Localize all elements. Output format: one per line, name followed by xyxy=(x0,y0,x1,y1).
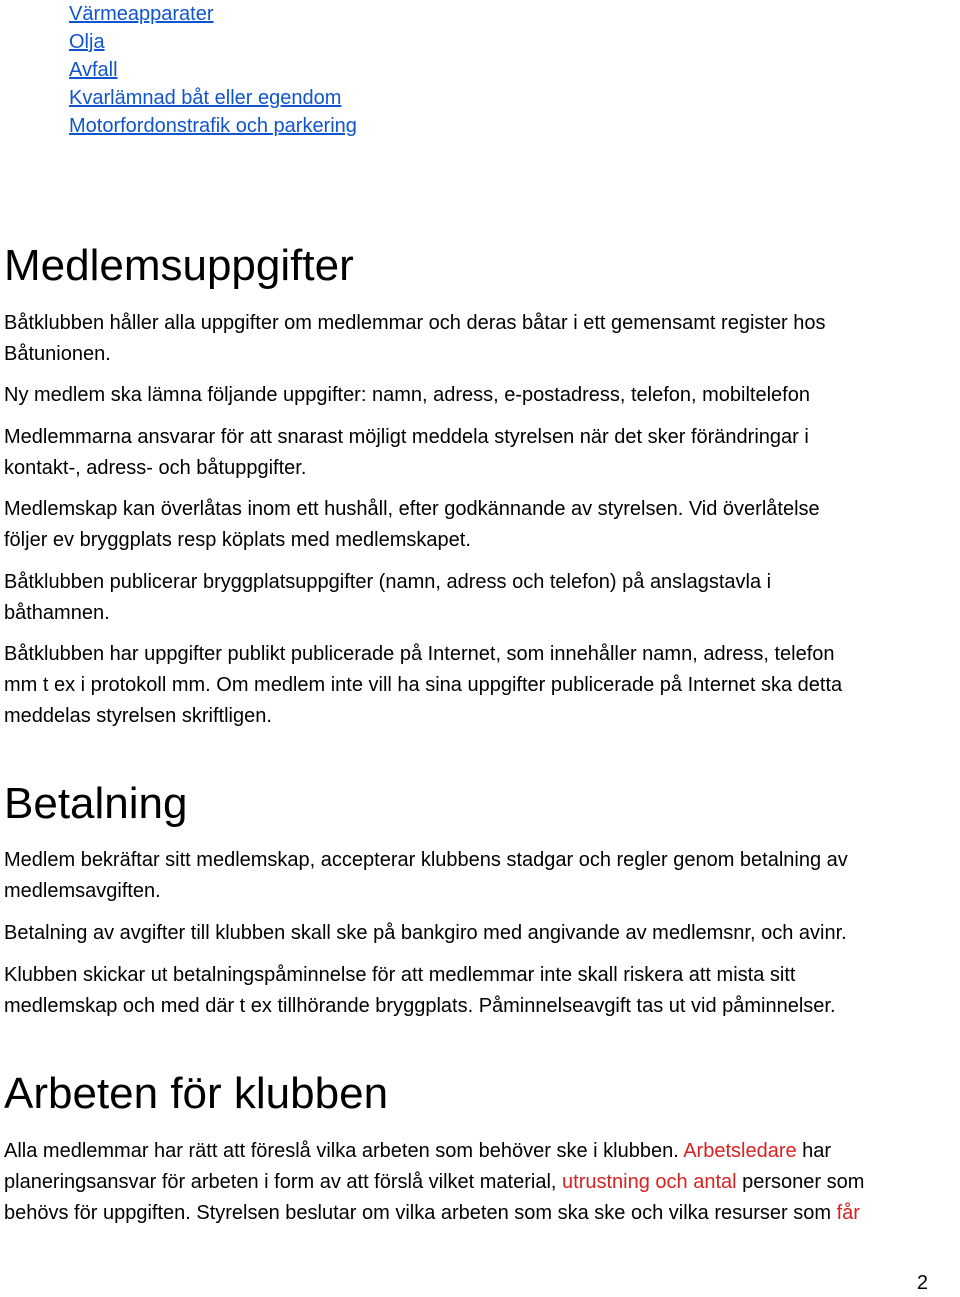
text-line: Ny medlem ska lämna följande uppgifter: namn, adress, e-postadress, telefon, mobiltelefon xyxy=(4,384,810,406)
link-olja[interactable]: Olja xyxy=(69,31,105,53)
text-line: Båtklubben publicerar bryggplatsuppgifter (namn, adress och telefon) på anslagstavla i xyxy=(4,571,772,593)
text-line xyxy=(4,1167,960,1198)
paragraph-register xyxy=(4,308,960,370)
text-line: följer ev bryggplats resp köplats med medlemskapet. xyxy=(4,529,471,551)
paragraph-medlemsavgift xyxy=(4,845,960,907)
text-line: Båtklubben håller alla uppgifter om medlemmar och deras båtar i ett gemensamt register hos xyxy=(4,312,826,334)
text-line: Klubben skickar ut betalningspåminnelse för att medlemmar inte skall riskera att mista sitt xyxy=(4,964,796,986)
highlighted-text: Arbetsledare xyxy=(683,1140,797,1162)
text-line: Medlem bekräftar sitt medlemskap, accepterar klubbens stadgar och regler genom betalning av xyxy=(4,849,848,871)
text-line: medlemsavgiften. xyxy=(4,880,161,902)
text-line: mm t ex i protokoll mm. Om medlem inte vill ha sina uppgifter publicerade på Internet ska detta xyxy=(4,674,843,696)
text-segment: personer som xyxy=(736,1171,865,1193)
text-segment: Alla medlemmar har rätt att föreslå vilka arbeten som behöver ske i klubben. xyxy=(4,1140,684,1162)
link-varmeapparater[interactable]: Värmeapparater xyxy=(69,3,214,25)
heading-arbeten: Arbeten för klubben xyxy=(4,1069,389,1118)
paragraph-internet xyxy=(4,639,960,732)
paragraph-arbeten xyxy=(4,1136,960,1229)
text-segment: har xyxy=(796,1140,832,1162)
paragraph-bankgiro xyxy=(4,918,960,949)
link-avfall[interactable]: Avfall xyxy=(69,59,118,81)
link-kvarlamnad-bat[interactable]: Kvarlämnad båt eller egendom xyxy=(69,87,342,109)
heading-betalning: Betalning xyxy=(4,779,188,828)
page-number: 2 xyxy=(916,1272,928,1294)
text-line: medlemskap och med där t ex tillhörande bryggplats. Påminnelseavgift tas ut vid påminnelser. xyxy=(4,995,836,1017)
paragraph-ny-medlem xyxy=(4,380,960,411)
text-line: meddelas styrelsen skriftligen. xyxy=(4,705,272,727)
paragraph-overlatelse xyxy=(4,494,960,556)
text-segment: behövs för uppgiften. Styrelsen beslutar om vilka arbeten som ska ske och vilka resurser som xyxy=(4,1202,837,1224)
paragraph-anslagstavla xyxy=(4,567,960,629)
paragraph-ansvar xyxy=(4,422,960,484)
text-line: Betalning av avgifter till klubben skall ske på bankgiro med angivande av medlemsnr, och avinr. xyxy=(4,922,847,944)
text-line: Båtklubben har uppgifter publikt publicerade på Internet, som innehåller namn, adress, telefon xyxy=(4,643,835,665)
text-line xyxy=(4,1136,960,1167)
highlighted-text: får xyxy=(836,1202,860,1224)
text-segment: planeringsansvar för arbeten i form av att förslå vilket material, xyxy=(4,1171,563,1193)
link-motorfordonstrafik[interactable]: Motorfordonstrafik och parkering xyxy=(69,115,357,137)
text-line: Medlemmarna ansvarar för att snarast möjligt meddela styrelsen när det sker förändringar i xyxy=(4,426,809,448)
heading-medlemsuppgifter: Medlemsuppgifter xyxy=(4,241,354,290)
paragraph-paminnelse xyxy=(4,960,960,1022)
text-line xyxy=(4,1198,960,1229)
text-line: Medlemskap kan överlåtas inom ett hushåll, efter godkännande av styrelsen. Vid överlåtelse xyxy=(4,498,820,520)
highlighted-text: utrustning och antal xyxy=(562,1171,737,1193)
link-list xyxy=(69,0,357,140)
text-line: Båtunionen. xyxy=(4,343,111,365)
text-line: båthamnen. xyxy=(4,602,110,624)
text-line: kontakt-, adress- och båtuppgifter. xyxy=(4,457,307,479)
